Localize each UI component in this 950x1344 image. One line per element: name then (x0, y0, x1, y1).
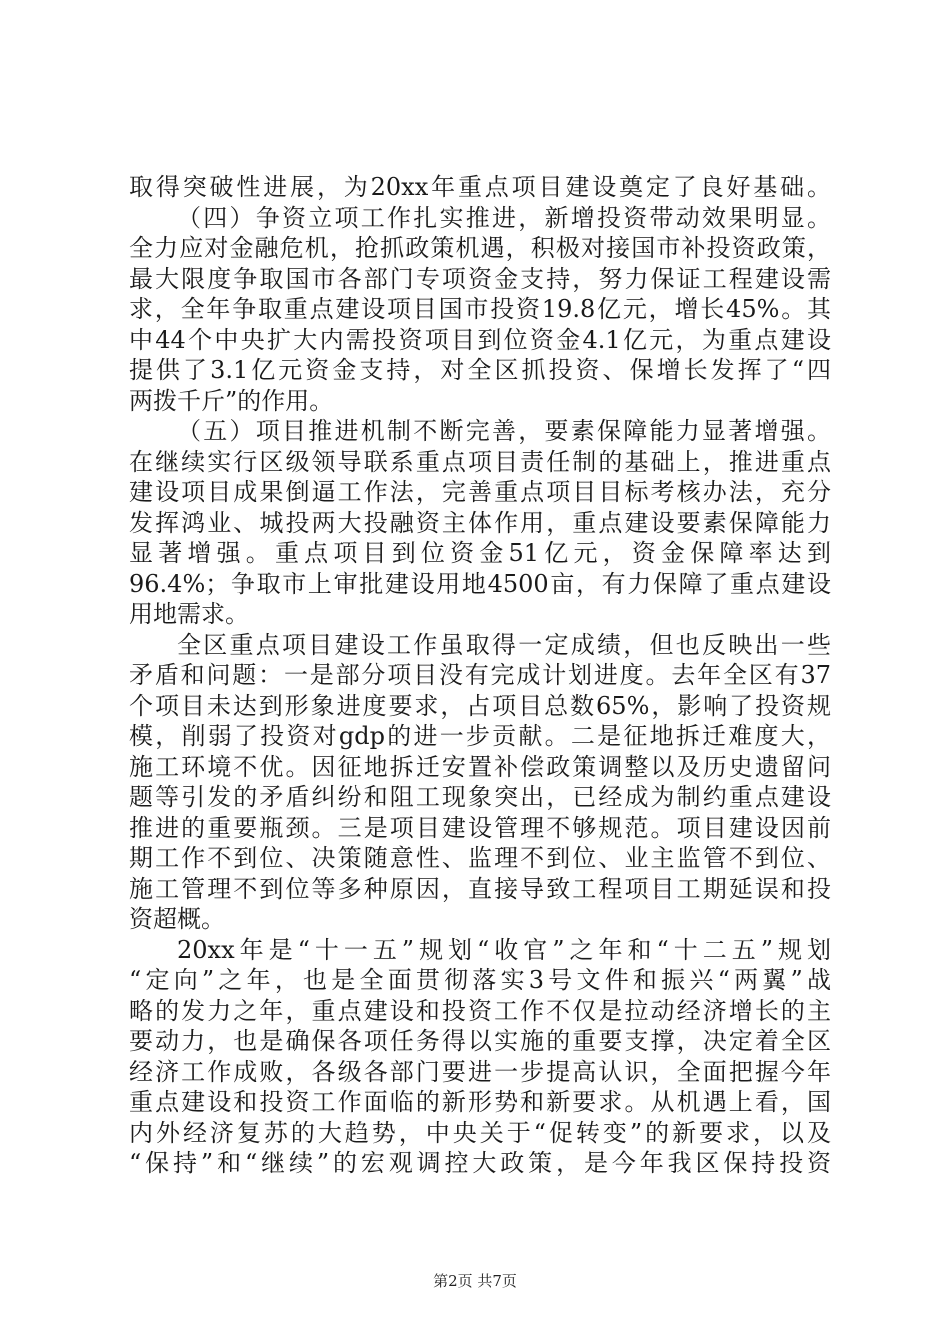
text-line: “定向”之年，也是全面贯彻落实3号文件和振兴“两翼”战 (129, 966, 831, 994)
text-line: 重点建设和投资工作面临的新形势和新要求。从机遇上看，国 (129, 1088, 831, 1116)
text-line: 中44个中央扩大内需投资项目到位资金4.1亿元，为重点建设 (129, 325, 831, 354)
text-line: 全力应对金融危机，抢抓政策机遇，积极对接国市补投资政策， (129, 234, 831, 262)
text-line: 施工管理不到位等多种原因，直接导致工程项目工期延误和投 (129, 874, 831, 903)
text-line: 内外经济复苏的大趋势，中央关于“促转变”的新要求，以及 (129, 1118, 831, 1147)
text-line: 模，削弱了投资对gdp的进一步贡献。二是征地拆迁难度大， (129, 722, 831, 750)
text-line: 略的发力之年，重点建设和投资工作不仅是拉动经济增长的主 (129, 996, 831, 1025)
text-line: （四）争资立项工作扎实推进，新增投资带动效果明显。 (177, 203, 831, 232)
text-line: 矛盾和问题：一是部分项目没有完成计划进度。去年全区有37 (129, 661, 831, 689)
text-line: 题等引发的矛盾纠纷和阻工现象突出，已经成为制约重点建设 (129, 783, 831, 811)
text-line: 期工作不到位、决策随意性、监理不到位、业主监管不到位、 (129, 844, 831, 872)
text-line: 个项目未达到形象进度要求，占项目总数65%，影响了投资规 (129, 691, 831, 720)
text-line: 经济工作成败，各级各部门要进一步提高认识，全面把握今年 (129, 1057, 831, 1086)
text-line: 在继续实行区级领导联系重点项目责任制的基础上，推进重点 (129, 447, 831, 476)
text-line: 提供了3.1亿元资金支持，对全区抓投资、保增长发挥了“四 (129, 356, 831, 384)
text-line: 最大限度争取国市各部门专项资金支持，努力保证工程建设需 (129, 264, 831, 293)
text-line: 要动力，也是确保各项任务得以实施的重要支撑，决定着全区 (129, 1027, 831, 1055)
text-line: 建设项目成果倒逼工作法，完善重点项目目标考核办法，充分 (129, 478, 831, 506)
body-text (129, 172, 831, 1179)
text-line: 两拨千斤”的作用。 (129, 386, 334, 415)
text-line: 发挥鸿业、城投两大投融资主体作用，重点建设要素保障能力 (129, 508, 831, 537)
page-number-footer: 第2页 共7页 (433, 1272, 517, 1290)
text-line: 施工环境不优。因征地拆迁安置补偿政策调整以及历史遗留问 (129, 752, 831, 781)
text-line: 求，全年争取重点建设项目国市投资19.8亿元，增长45%。其 (129, 295, 831, 323)
text-line: （五）项目推进机制不断完善，要素保障能力显著增强。 (177, 417, 831, 445)
text-line: 用地需求。 (129, 600, 249, 628)
text-line: 全区重点项目建设工作虽取得一定成绩，但也反映出一些 (177, 630, 831, 659)
text-line: 20xx年是“十一五”规划“收官”之年和“十二五”规划 (177, 935, 831, 964)
text-line: 取得突破性进展，为20xx年重点项目建设奠定了良好基础。 (129, 173, 831, 201)
text-line: “保持”和“继续”的宏观调控大政策，是今年我区保持投资 (129, 1149, 831, 1177)
text-line: 资超概。 (129, 905, 225, 933)
text-line: 显著增强。重点项目到位资金51亿元，资金保障率达到 (129, 539, 831, 567)
text-line: 96.4%；争取市上审批建设用地4500亩，有力保障了重点建设 (129, 569, 831, 598)
text-line: 推进的重要瓶颈。三是项目建设管理不够规范。项目建设因前 (129, 813, 831, 842)
